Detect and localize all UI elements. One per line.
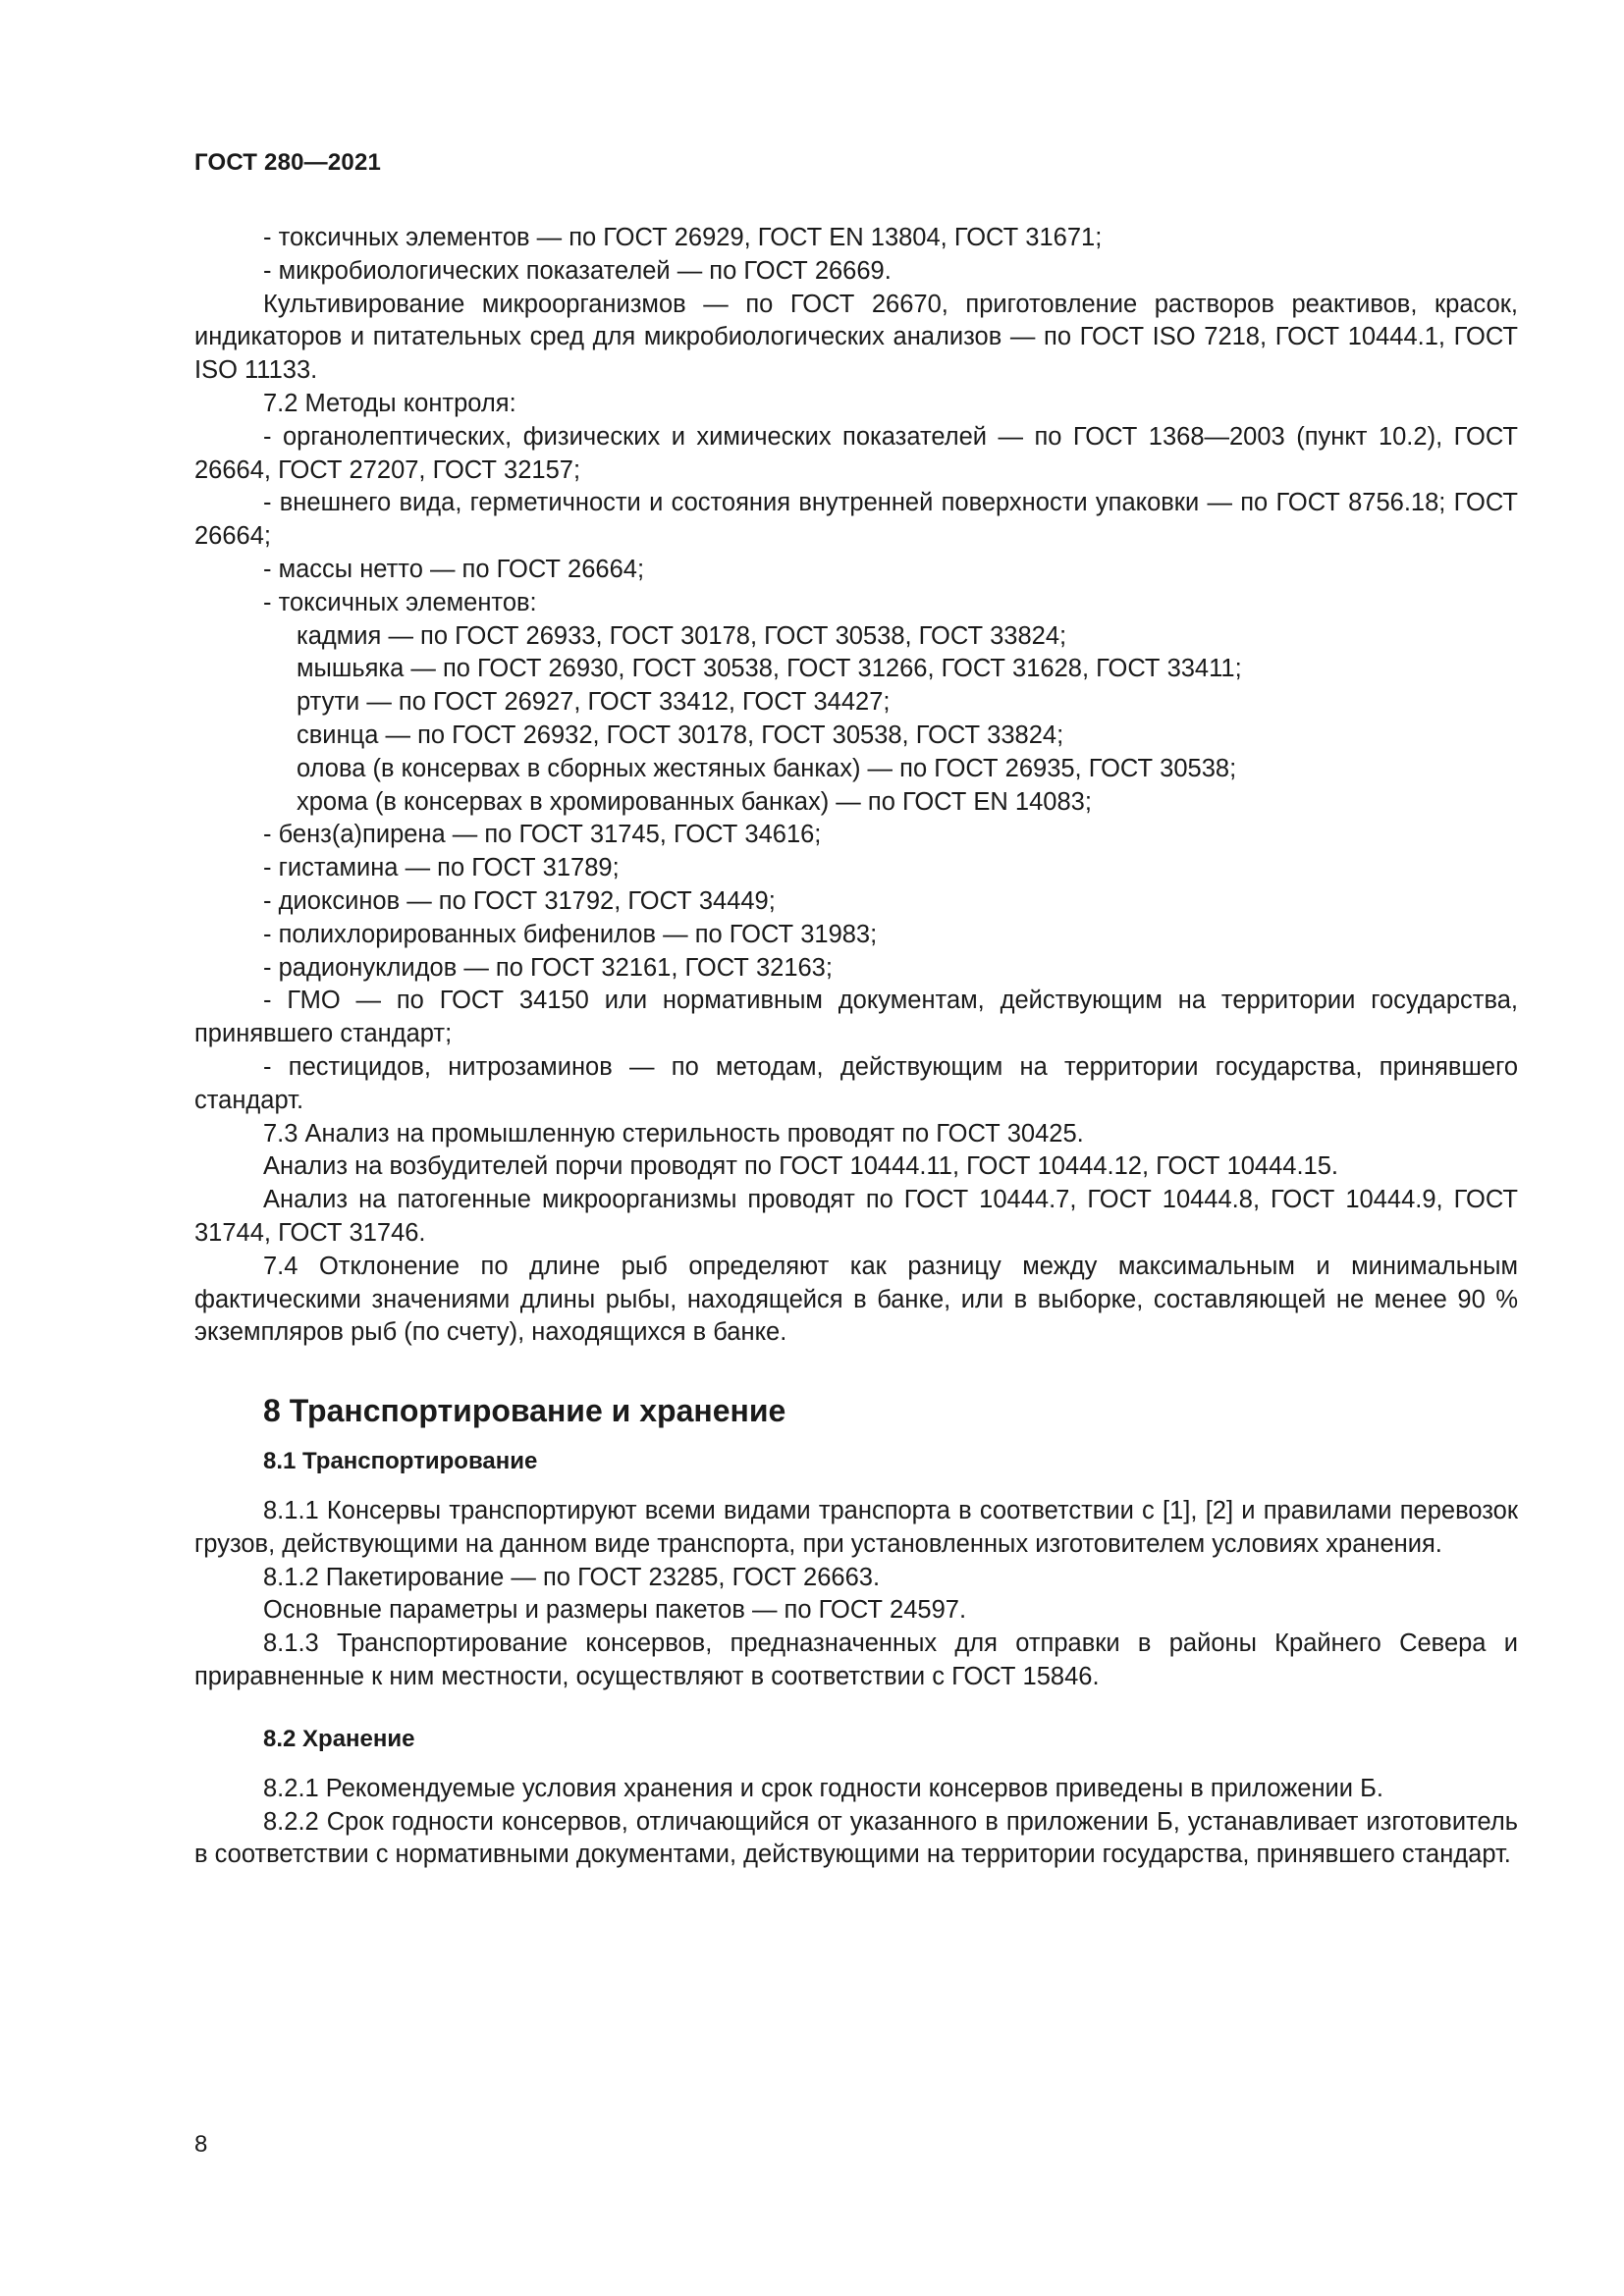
sub-item: олова (в консервах в сборных жестяных банках) — по ГОСТ 26935, ГОСТ 30538; <box>297 754 1237 782</box>
clause-8-1-1: 8.1.1 Консервы транспортируют всеми видами транспорта в соответствии с [1], [2] и правилами перевозок грузов, действующими на данном виде транспорта, при установленных изготовителем условиях хранения. <box>194 1497 1518 1558</box>
subsection-heading-8-1: 8.1 Транспортирование <box>263 1448 538 1475</box>
paragraph: Культивирование микроорганизмов — по ГОСТ 26670, приготовление растворов реактивов, красок, индикаторов и питательных сред для микробиологических анализов — по ГОСТ ISO 7218, ГОСТ 10444.1, ГОСТ ISO 11133. <box>194 290 1518 385</box>
paragraph: - микробиологических показателей — по ГОСТ 26669. <box>263 256 892 285</box>
paragraph: - внешнего вида, герметичности и состояния внутренней поверхности упаковки — по ГОСТ 8756.18; ГОСТ 26664; <box>194 489 1518 551</box>
paragraph: Анализ на возбудителей порчи проводят по ГОСТ 10444.11, ГОСТ 10444.12, ГОСТ 10444.15. <box>263 1152 1339 1181</box>
document-header: ГОСТ 280—2021 <box>194 149 382 176</box>
clause-7-2: 7.2 Методы контроля: <box>263 389 516 417</box>
sub-item: свинца — по ГОСТ 26932, ГОСТ 30178, ГОСТ 30538, ГОСТ 33824; <box>297 721 1064 749</box>
paragraph: - радионуклидов — по ГОСТ 32161, ГОСТ 32163; <box>263 953 833 982</box>
clause-7-4: 7.4 Отклонение по длине рыб определяют как разницу между максимальным и минимальным фактическими значениями длины рыбы, находящейся в банке, или в выборке, составляющей не менее 90 % экземпляров рыб (по счету), находящихся в банке. <box>194 1252 1518 1347</box>
sub-item: ртути — по ГОСТ 26927, ГОСТ 33412, ГОСТ 34427; <box>297 688 891 717</box>
sub-item: хрома (в консервах в хромированных банках) — по ГОСТ EN 14083; <box>297 787 1092 816</box>
clause-8-1-2: 8.1.2 Пакетирование — по ГОСТ 23285, ГОСТ 26663. <box>263 1563 881 1591</box>
clause-8-2-2: 8.2.2 Срок годности консервов, отличающийся от указанного в приложении Б, устанавливает изготовитель в соответствии с нормативными документами, действующими на территории государства, принявшего стандарт. <box>194 1807 1518 1869</box>
page-number: 8 <box>194 2131 208 2158</box>
paragraph: Основные параметры и размеры пакетов — по ГОСТ 24597. <box>263 1596 967 1625</box>
section-heading-8: 8 Транспортирование и хранение <box>263 1393 786 1429</box>
paragraph: - гистамина — по ГОСТ 31789; <box>263 854 620 882</box>
paragraph: Анализ на патогенные микроорганизмы проводят по ГОСТ 10444.7, ГОСТ 10444.8, ГОСТ 10444.9, ГОСТ 31744, ГОСТ 31746. <box>194 1186 1518 1247</box>
clause-7-3: 7.3 Анализ на промышленную стерильность проводят по ГОСТ 30425. <box>263 1119 1084 1148</box>
clause-8-2-1: 8.2.1 Рекомендуемые условия хранения и срок годности консервов приведены в приложении Б. <box>263 1774 1383 1802</box>
paragraph: - диоксинов — по ГОСТ 31792, ГОСТ 34449; <box>263 886 776 915</box>
paragraph: - бенз(а)пирена — по ГОСТ 31745, ГОСТ 34616; <box>263 821 822 849</box>
paragraph: - ГМО — по ГОСТ 34150 или нормативным документам, действующим на территории государства, принявшего стандарт; <box>194 987 1518 1048</box>
clause-8-1-3: 8.1.3 Транспортирование консервов, предназначенных для отправки в районы Крайнего Севера и приравненные к ним местности, осуществляют в соответствии с ГОСТ 15846. <box>194 1629 1518 1691</box>
document-body <box>194 222 1518 1872</box>
paragraph: - полихлорированных бифенилов — по ГОСТ 31983; <box>263 920 878 948</box>
paragraph: - органолептических, физических и химических показателей — по ГОСТ 1368—2003 (пункт 10.2), ГОСТ 26664, ГОСТ 27207, ГОСТ 32157; <box>194 422 1518 484</box>
subsection-heading-8-2: 8.2 Хранение <box>263 1725 415 1752</box>
sub-item: кадмия — по ГОСТ 26933, ГОСТ 30178, ГОСТ 30538, ГОСТ 33824; <box>297 621 1067 650</box>
paragraph: - массы нетто — по ГОСТ 26664; <box>263 555 645 583</box>
paragraph: - токсичных элементов: <box>263 588 537 616</box>
paragraph: - пестицидов, нитрозаминов — по методам, действующим на территории государства, принявшего стандарт. <box>194 1052 1518 1114</box>
paragraph: - токсичных элементов — по ГОСТ 26929, ГОСТ EN 13804, ГОСТ 31671; <box>263 224 1103 251</box>
sub-item: мышьяка — по ГОСТ 26930, ГОСТ 30538, ГОСТ 31266, ГОСТ 31628, ГОСТ 33411; <box>297 655 1242 683</box>
